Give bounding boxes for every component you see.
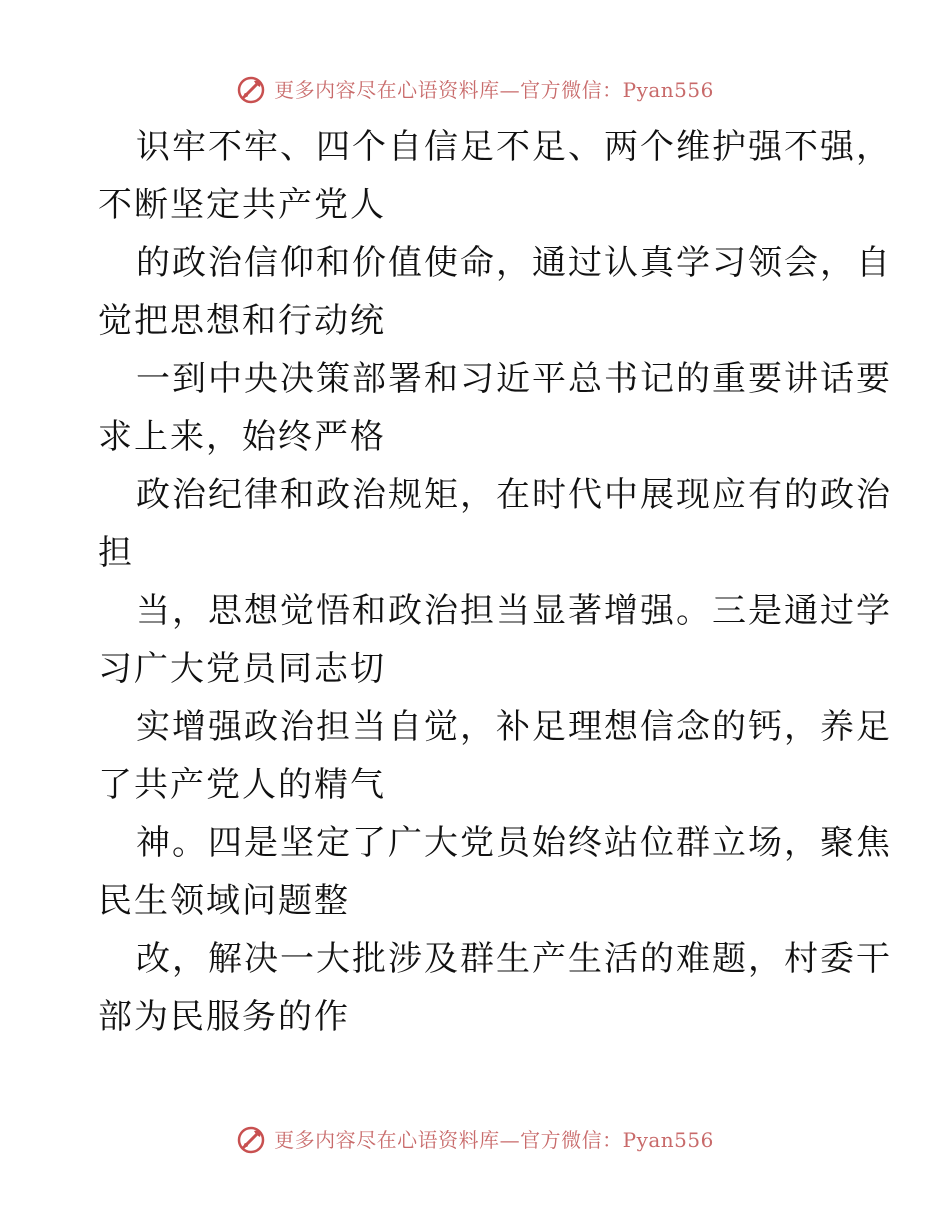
text-line: 民生领域问题整: [98, 881, 350, 921]
text-line: 神。四是坚定了广大党员始终站位群立场，聚焦: [136, 823, 892, 863]
document-body: [98, 118, 892, 1046]
text-line: 觉把思想和行动统: [98, 301, 386, 341]
text-line: 改，解决一大批涉及群生产生活的难题，村委干: [136, 939, 892, 979]
text-line: 的政治信仰和价值使命，通过认真学习领会，自: [136, 243, 892, 283]
watermark-text: 更多内容尽在心语资料库—官方微信：Pyan556: [274, 1128, 714, 1152]
text-line: 部为民服务的作: [98, 997, 350, 1037]
page-footer-watermark: [0, 1120, 950, 1160]
text-line: 政治纪律和政治规矩，在时代中展现应有的政治: [136, 475, 892, 515]
text-line: 当，思想觉悟和政治担当显著增强。三是通过学: [136, 591, 892, 631]
text-line: 担: [98, 533, 134, 573]
page-header-watermark: [0, 70, 950, 110]
text-line: 一到中央决策部署和习近平总书记的重要讲话要: [136, 359, 892, 399]
quill-seal-icon: [236, 75, 266, 105]
text-line: 了共产党人的精气: [98, 765, 386, 805]
watermark-text: 更多内容尽在心语资料库—官方微信：Pyan556: [274, 78, 714, 102]
text-line: 识牢不牢、四个自信足不足、两个维护强不强，: [136, 127, 892, 167]
text-line: 习广大党员同志切: [98, 649, 386, 689]
quill-seal-icon: [236, 1125, 266, 1155]
text-line: 不断坚定共产党人: [98, 185, 386, 225]
text-line: 实增强政治担当自觉，补足理想信念的钙，养足: [136, 707, 892, 747]
text-line: 求上来，始终严格: [98, 417, 386, 457]
